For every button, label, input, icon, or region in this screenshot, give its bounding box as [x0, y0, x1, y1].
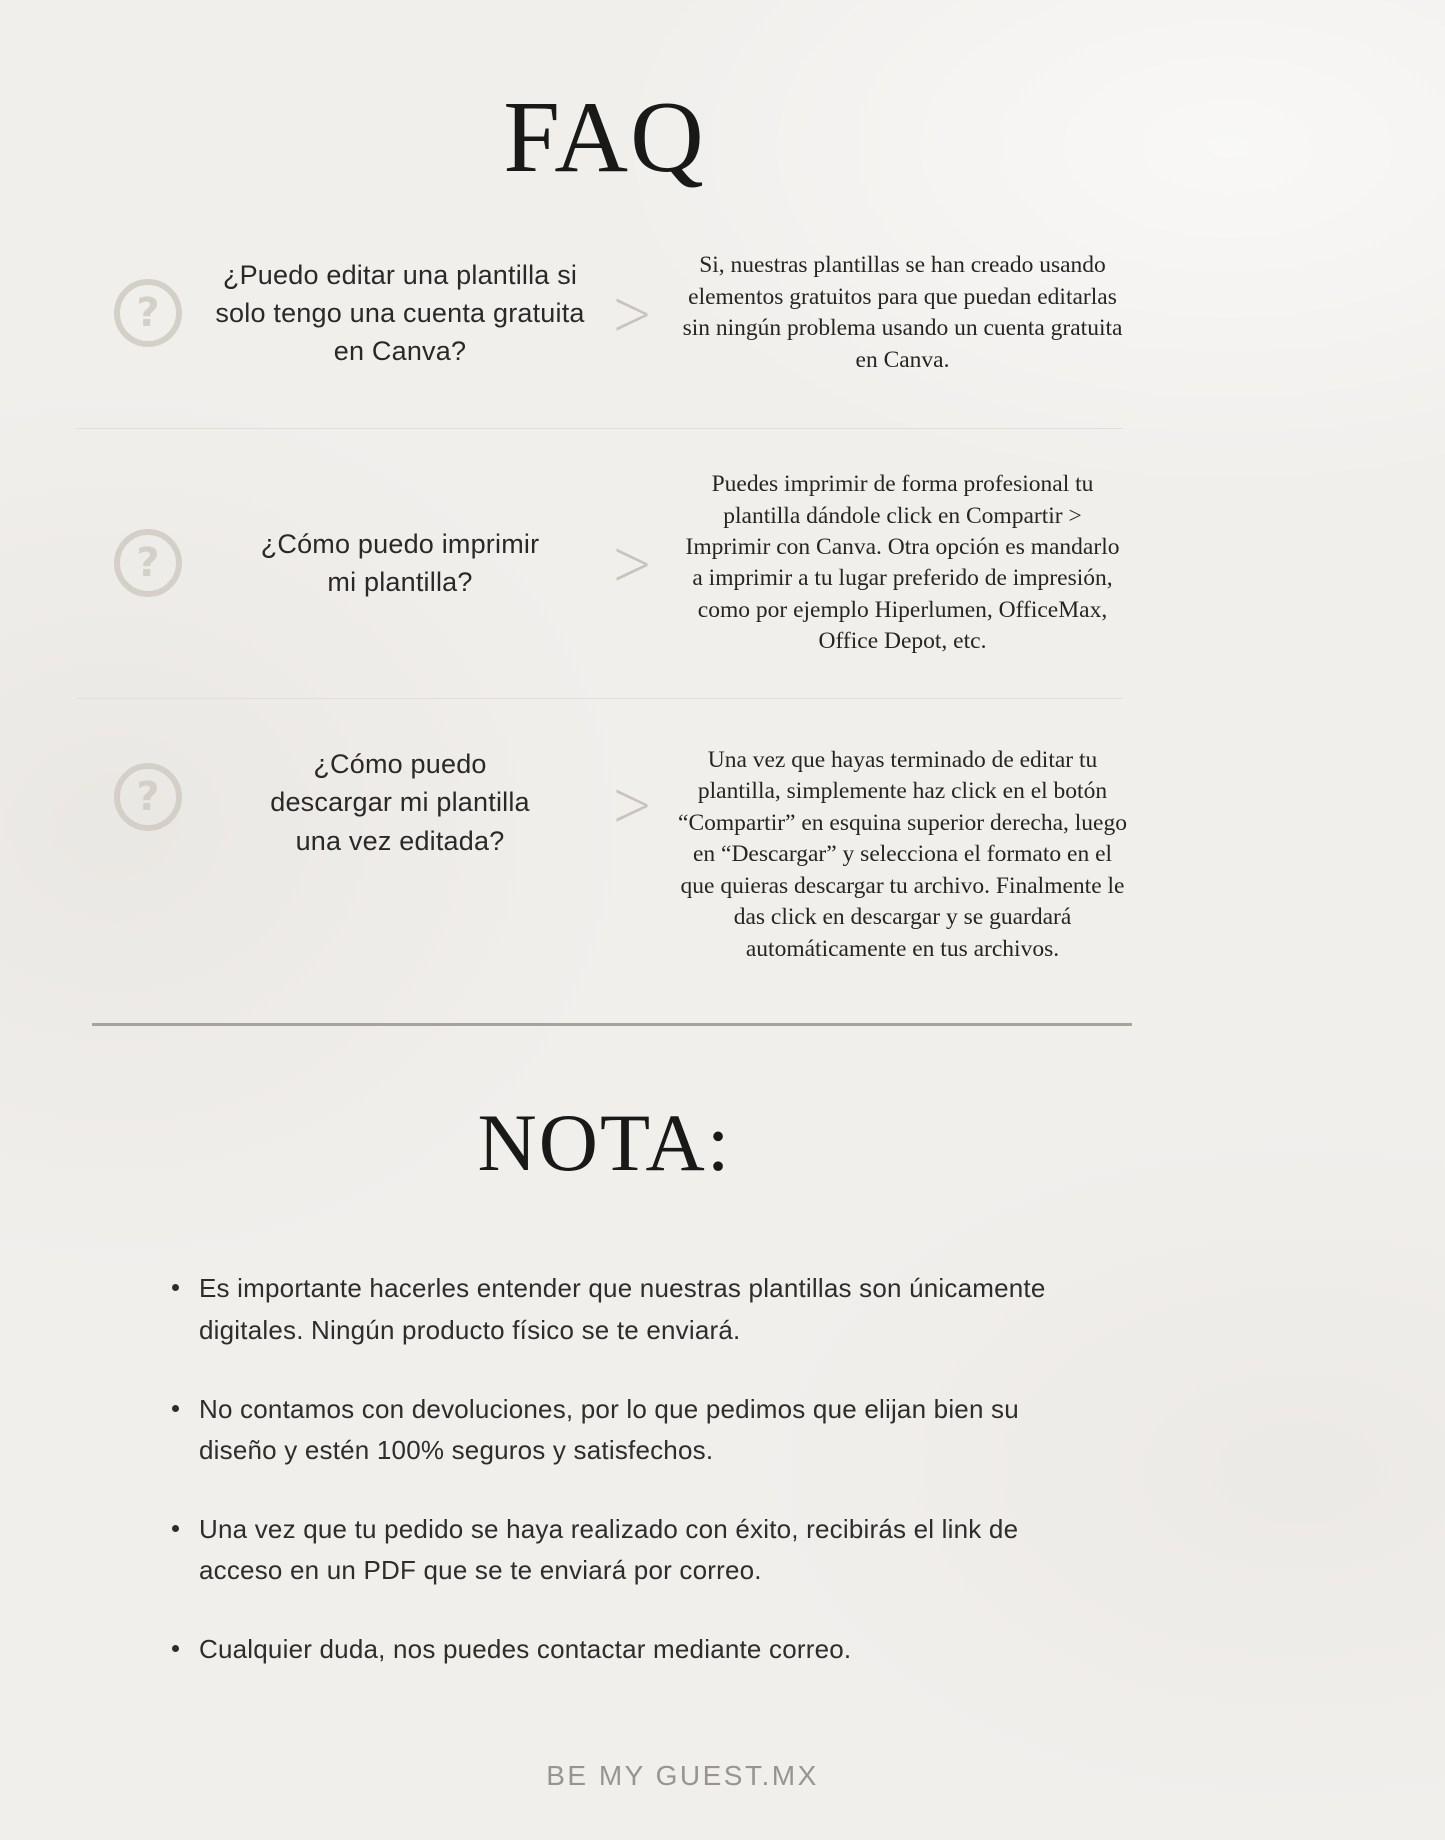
faq-question: ¿Cómo puedo imprimir mi plantilla? [260, 529, 540, 598]
note-text: Cualquier duda, nos puedes contactar mediante correo. [199, 1633, 852, 1664]
faq-answer: Si, nuestras plantillas se han creado usando elementos gratuitos para que puedan editarlas sin ningún problema usando un cuenta gratuita en Canva. [682, 252, 1123, 373]
question-cell [214, 256, 586, 371]
question-glyph: ? [136, 540, 160, 587]
question-glyph: ? [136, 773, 160, 820]
faq-answer: Puedes imprimir de forma profesional tu plantilla dándole click en Compartir > Imprimir con Canva. Otra opción es mandarlo a imprimir a tu lugar preferido de impresión, como por ejemplo Hiperlumen, OfficeMax, Office Depot, etc. [685, 471, 1120, 655]
arrow-cell [586, 524, 678, 602]
question-mark-circle-icon [114, 279, 182, 347]
answer-cell [678, 745, 1127, 965]
faq-question: ¿Puedo editar una plantilla si solo tengo una cuenta gratuita en Canva? [215, 259, 585, 367]
note-text: No contamos con devoluciones, por lo que pedimos que elijan bien su diseño y estén 100% seguros y satisfechos. [199, 1393, 1019, 1466]
chevron-right-icon: > [611, 524, 653, 602]
bullet-icon [172, 1525, 179, 1532]
bullet-icon [172, 1284, 179, 1291]
icon-cell [82, 279, 214, 347]
footer-brand: BE MY GUEST.MX [546, 1760, 819, 1791]
row-divider [76, 698, 1123, 699]
content-column [82, 0, 1127, 1671]
arrow-cell [586, 765, 678, 842]
notes-list [172, 1268, 1102, 1670]
note-text: Una vez que tu pedido se haya realizado con éxito, recibirás el link de acceso en un PDF que se te enviará por correo. [199, 1513, 1019, 1586]
section-divider [92, 1023, 1132, 1026]
chevron-right-icon: > [611, 274, 653, 351]
note-item [172, 1509, 1102, 1592]
bullet-icon [172, 1405, 179, 1412]
note-text: Es importante hacerles entender que nuestras plantillas son únicamente digitales. Ningún producto físico se te enviará. [199, 1273, 1046, 1346]
icon-cell [82, 529, 214, 597]
arrow-cell [586, 274, 678, 351]
faq-section [82, 238, 1127, 965]
icon-cell [82, 763, 214, 831]
question-cell [214, 745, 586, 860]
note-item [172, 1389, 1102, 1472]
row-divider [76, 428, 1123, 429]
faq-row [82, 469, 1127, 658]
faq-row [82, 238, 1127, 388]
note-item [172, 1268, 1102, 1351]
nota-title: NOTA: [477, 1097, 732, 1189]
question-mark-circle-icon [114, 529, 182, 597]
answer-cell [678, 469, 1127, 658]
chevron-right-icon: > [611, 765, 653, 842]
question-glyph: ? [136, 290, 160, 337]
question-mark-circle-icon [114, 763, 182, 831]
answer-cell [678, 250, 1127, 376]
note-item [172, 1629, 1102, 1671]
question-cell [214, 525, 586, 602]
faq-answer: Una vez que hayas terminado de editar tu plantilla, simplemente haz click en el botón “Compartir” en esquina superior derecha, luego en “Descargar” y selecciona el formato en el que quieras descargar tu archivo. Finalmente le das click en descargar y se guardará automáticamente en tus archivos. [678, 746, 1127, 962]
faq-row [82, 739, 1127, 965]
faq-title: FAQ [503, 81, 706, 194]
bullet-icon [172, 1645, 179, 1652]
faq-question: ¿Cómo puedo descargar mi plantilla una vez editada? [270, 748, 530, 856]
